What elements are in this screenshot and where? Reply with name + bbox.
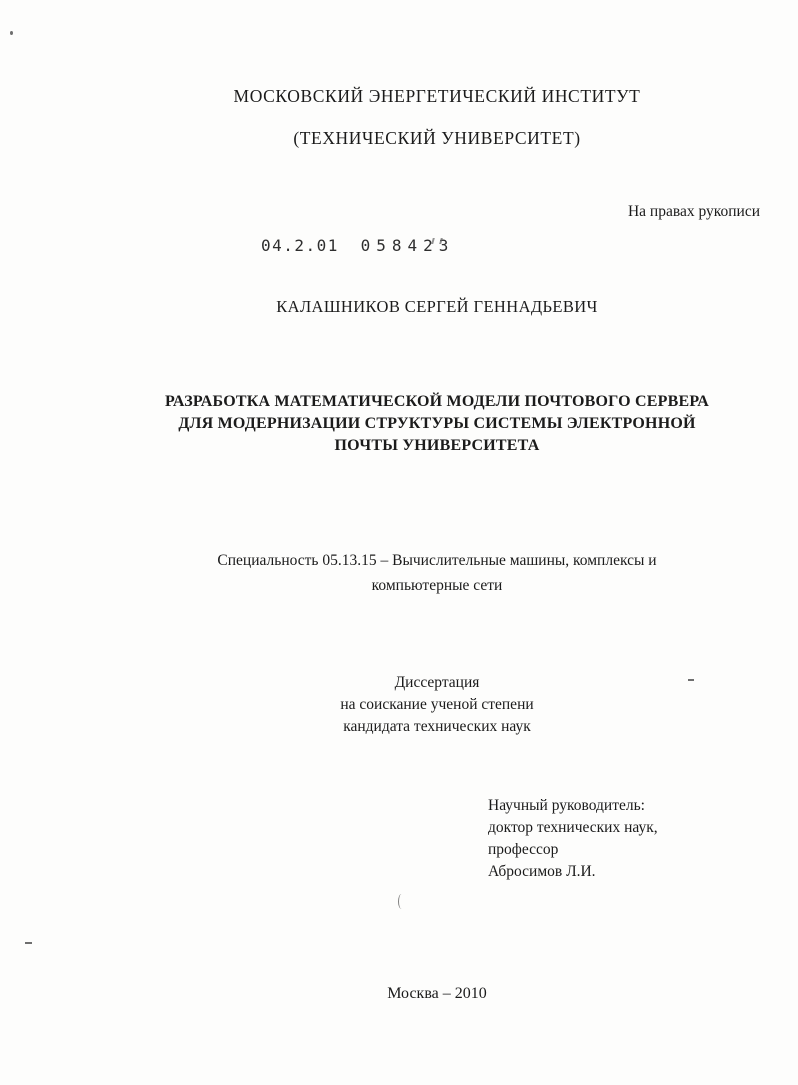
specialty-line: компьютерные сети — [371, 577, 503, 594]
advisor-line: доктор технических наук, — [488, 819, 658, 836]
specialty — [76, 548, 798, 598]
advisor-label: Научный руководитель: — [488, 797, 645, 814]
manuscript-rights-note: На правах рукописи — [627, 203, 760, 220]
scan-artifact-bottom-left — [25, 942, 32, 944]
advisor-line: профессор — [488, 841, 559, 858]
scan-artifact-top-left — [10, 31, 13, 35]
advisor-name: Абросимов Л.И. — [488, 863, 596, 880]
city-year: Москва – 2010 — [387, 985, 487, 1002]
accession-stamp — [261, 236, 454, 255]
institute-name: МОСКОВСКИЙ ЭНЕРГЕТИЧЕСКИЙ ИНСТИТУТ — [233, 86, 641, 106]
advisor-block — [488, 795, 658, 883]
degree-line: на соискание ученой степени — [340, 696, 534, 713]
specialty-line: Специальность 05.13.15 – Вычислительные машины, комплексы и — [217, 552, 657, 569]
degree-line: кандидата технических наук — [343, 718, 531, 735]
accession-stamp-number: 058423 — [360, 236, 455, 255]
scan-artifact-right-dash — [688, 679, 694, 681]
degree-line: Диссертация — [394, 674, 480, 691]
accession-stamp-code: 04.2.01 — [261, 236, 339, 255]
dissertation-title-line: ПОЧТЫ УНИВЕРСИТЕТА — [334, 437, 540, 454]
author-name: КАЛАШНИКОВ СЕРГЕЙ ГЕННАДЬЕВИЧ — [276, 297, 598, 316]
scan-artifact-stamp-mark — [431, 238, 443, 244]
dissertation-title-line: ДЛЯ МОДЕРНИЗАЦИИ СТРУКТУРЫ СИСТЕМЫ ЭЛЕКТРОННОЙ — [178, 415, 696, 432]
degree-statement — [76, 672, 798, 738]
dissertation-title-line: РАЗРАБОТКА МАТЕМАТИЧЕСКОЙ МОДЕЛИ ПОЧТОВОГО СЕРВЕРА — [164, 393, 710, 410]
scan-artifact-stray-mark — [398, 894, 405, 909]
dissertation-title — [76, 391, 798, 457]
institute-type: (ТЕХНИЧЕСКИЙ УНИВЕРСИТЕТ) — [293, 128, 581, 148]
